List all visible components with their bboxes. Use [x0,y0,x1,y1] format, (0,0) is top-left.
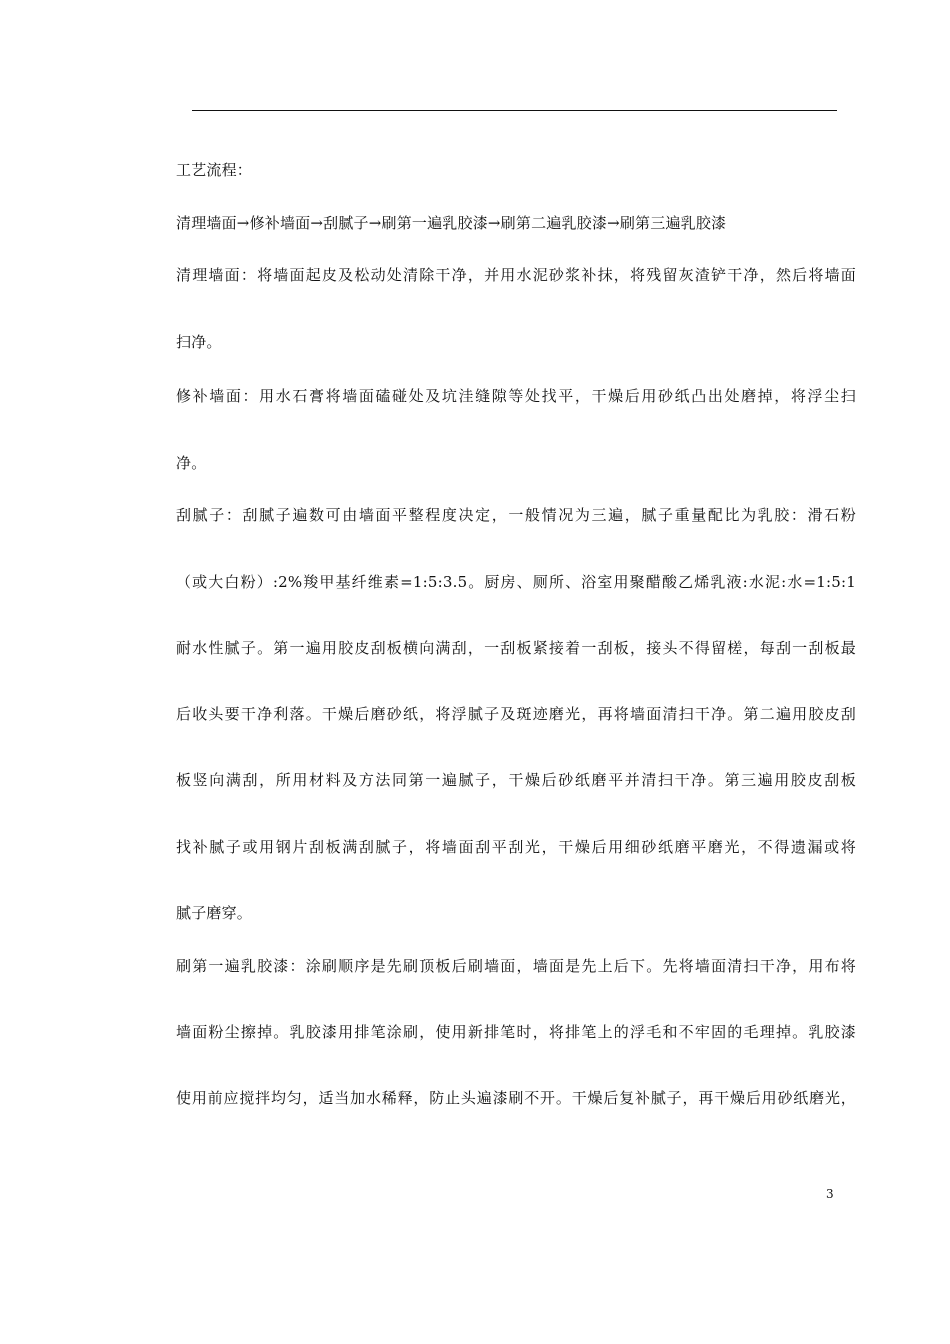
process-flow-line: 清理墙面→修补墙面→刮腻子→刷第一遍乳胶漆→刷第二遍乳胶漆→刷第三遍乳胶漆 [176,214,727,232]
paragraph-line: 清理墙面：将墙面起皮及松动处清除干净，并用水泥砂浆补抹，将残留灰渣铲干净，然后将墙面 [176,266,856,284]
paragraph-line: 刷第一遍乳胶漆：涂刷顺序是先刷顶板后刷墙面，墙面是先上后下。先将墙面清扫干净，用布将 [176,957,856,975]
paragraph-line: 净。 [176,454,207,472]
header-rule [192,110,837,111]
paragraph-line: 后收头要干净利落。干燥后磨砂纸，将浮腻子及斑迹磨光，再将墙面清扫干净。第二遍用胶皮刮 [176,705,856,723]
paragraph-line: 耐水性腻子。第一遍用胶皮刮板横向满刮，一刮板紧接着一刮板，接头不得留槎，每刮一刮板最 [176,639,856,657]
paragraph-line: 找补腻子或用钢片刮板满刮腻子，将墙面刮平刮光，干燥后用细砂纸磨平磨光，不得遗漏或将 [176,838,856,856]
page-number: 3 [826,1187,834,1201]
paragraph-line: 扫净。 [176,333,222,351]
paragraph-line: 使用前应搅拌均匀，适当加水稀释，防止头遍漆刷不开。干燥后复补腻子，再干燥后用砂纸磨光， [176,1089,856,1107]
paragraph-line: 板竖向满刮，所用材料及方法同第一遍腻子，干燥后砂纸磨平并清扫干净。第三遍用胶皮刮板 [176,771,856,789]
paragraph-line: （或大白粉）:2%羧甲基纤维素=1:5:3.5。厨房、厕所、浴室用聚醋酸乙烯乳液:水泥:水=1:5:1 [176,573,856,591]
paragraph-line: 刮腻子：刮腻子遍数可由墙面平整程度决定，一般情况为三遍，腻子重量配比为乳胶：滑石粉 [176,506,856,524]
paragraph-line: 腻子磨穿。 [176,904,253,922]
paragraph-line: 墙面粉尘擦掉。乳胶漆用排笔涂刷，使用新排笔时，将排笔上的浮毛和不牢固的毛理掉。乳胶漆 [176,1023,856,1041]
paragraph-line: 修补墙面：用水石膏将墙面磕碰处及坑洼缝隙等处找平，干燥后用砂纸凸出处磨掉，将浮尘扫 [176,387,856,405]
section-heading: 工艺流程： [176,161,253,179]
